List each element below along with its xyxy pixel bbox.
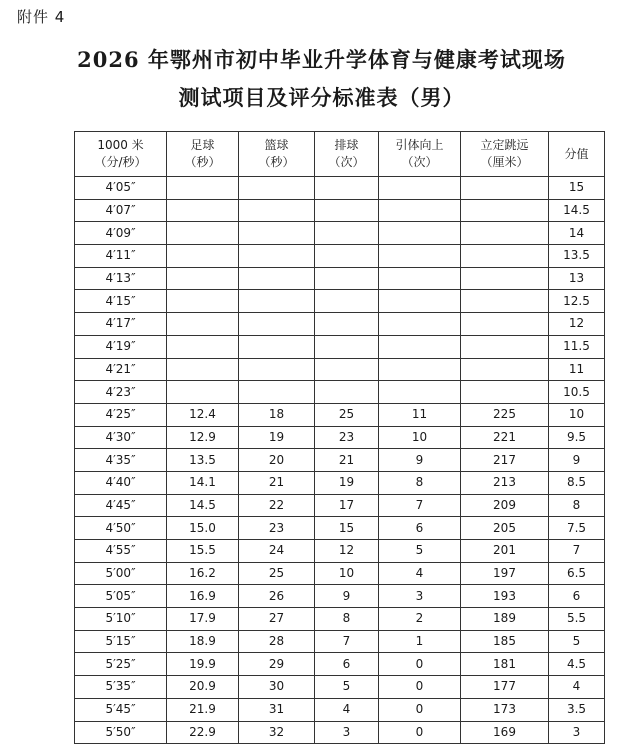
table-cell: 9 [379, 449, 461, 472]
table-cell: 10 [549, 403, 605, 426]
table-cell [379, 222, 461, 245]
table-cell: 4′05″ [75, 177, 167, 200]
column-header-score: 分值 [549, 132, 605, 177]
table-cell: 4′17″ [75, 313, 167, 336]
table-cell [461, 177, 549, 200]
table-cell: 19.9 [167, 653, 239, 676]
table-cell: 4 [315, 698, 379, 721]
column-header-pullup: 引体向上 （次） [379, 132, 461, 177]
table-cell: 15.5 [167, 540, 239, 563]
table-cell: 10.5 [549, 381, 605, 404]
table-cell [379, 177, 461, 200]
table-cell [167, 290, 239, 313]
table-cell [461, 313, 549, 336]
table-cell: 8 [379, 471, 461, 494]
table-cell: 189 [461, 608, 549, 631]
table-cell [461, 199, 549, 222]
table-cell: 169 [461, 721, 549, 744]
table-cell [239, 245, 315, 268]
table-row [75, 676, 605, 699]
table-row [75, 222, 605, 245]
table-cell: 23 [315, 426, 379, 449]
table-cell: 29 [239, 653, 315, 676]
page-title-line2: 测试项目及评分标准表（男） [178, 85, 465, 110]
table-cell: 20.9 [167, 676, 239, 699]
column-header-long-jump: 立定跳远 （厘米） [461, 132, 549, 177]
table-cell [167, 177, 239, 200]
table-cell [315, 267, 379, 290]
table-cell [239, 222, 315, 245]
table-row [75, 494, 605, 517]
table-cell: 17 [315, 494, 379, 517]
table-cell: 11 [549, 358, 605, 381]
table-cell [461, 358, 549, 381]
table-cell: 5′50″ [75, 721, 167, 744]
table-cell: 5 [549, 630, 605, 653]
table-cell: 15.0 [167, 517, 239, 540]
table-cell [315, 313, 379, 336]
table-cell: 10 [315, 562, 379, 585]
table-cell [379, 267, 461, 290]
table-cell: 31 [239, 698, 315, 721]
table-cell: 4′15″ [75, 290, 167, 313]
table-row [75, 290, 605, 313]
table-cell: 5′15″ [75, 630, 167, 653]
table-cell: 4′11″ [75, 245, 167, 268]
table-row [75, 358, 605, 381]
table-cell [239, 290, 315, 313]
column-header-basketball: 篮球 （秒） [239, 132, 315, 177]
table-cell: 21 [315, 449, 379, 472]
table-cell: 12 [315, 540, 379, 563]
table-cell: 15 [549, 177, 605, 200]
table-cell [379, 358, 461, 381]
table-cell: 4′50″ [75, 517, 167, 540]
table-cell: 4′30″ [75, 426, 167, 449]
table-row [75, 267, 605, 290]
table-cell: 4′09″ [75, 222, 167, 245]
table-cell: 22 [239, 494, 315, 517]
table-cell: 4′13″ [75, 267, 167, 290]
table-cell: 4′19″ [75, 335, 167, 358]
column-header-football: 足球 （秒） [167, 132, 239, 177]
table-cell [167, 222, 239, 245]
table-cell: 185 [461, 630, 549, 653]
table-cell: 21 [239, 471, 315, 494]
table-cell [239, 199, 315, 222]
table-row [75, 245, 605, 268]
table-cell: 201 [461, 540, 549, 563]
table-cell: 3 [379, 585, 461, 608]
table-cell: 11.5 [549, 335, 605, 358]
table-cell: 0 [379, 676, 461, 699]
table-cell: 6 [379, 517, 461, 540]
table-cell: 3 [549, 721, 605, 744]
table-cell [167, 199, 239, 222]
table-cell [239, 313, 315, 336]
table-cell [239, 177, 315, 200]
table-cell: 0 [379, 653, 461, 676]
table-cell [461, 335, 549, 358]
table-cell: 7.5 [549, 517, 605, 540]
table-cell [379, 381, 461, 404]
table-cell: 0 [379, 698, 461, 721]
table-cell [239, 267, 315, 290]
table-cell [379, 245, 461, 268]
table-cell [167, 358, 239, 381]
table-cell: 11 [379, 403, 461, 426]
table-cell [239, 381, 315, 404]
table-row [75, 698, 605, 721]
table-cell [379, 199, 461, 222]
table-cell [239, 358, 315, 381]
table-cell: 18.9 [167, 630, 239, 653]
table-cell: 5 [379, 540, 461, 563]
table-cell [239, 335, 315, 358]
table-cell [315, 177, 379, 200]
table-cell: 4′45″ [75, 494, 167, 517]
table-cell: 205 [461, 517, 549, 540]
table-row [75, 426, 605, 449]
table-cell: 221 [461, 426, 549, 449]
table-cell: 15 [315, 517, 379, 540]
table-row [75, 403, 605, 426]
table-cell: 25 [315, 403, 379, 426]
table-cell: 5.5 [549, 608, 605, 631]
table-cell: 9 [549, 449, 605, 472]
table-cell: 14.5 [549, 199, 605, 222]
table-cell: 7 [549, 540, 605, 563]
table-cell [315, 358, 379, 381]
table-cell: 26 [239, 585, 315, 608]
table-cell: 13 [549, 267, 605, 290]
table-cell [167, 267, 239, 290]
table-cell: 18 [239, 403, 315, 426]
table-cell: 209 [461, 494, 549, 517]
table-row [75, 562, 605, 585]
table-cell [315, 199, 379, 222]
table-cell: 173 [461, 698, 549, 721]
table-cell: 4′23″ [75, 381, 167, 404]
table-cell: 32 [239, 721, 315, 744]
column-header-1000m: 1000 米 （分/秒） [75, 132, 167, 177]
table-cell: 4′21″ [75, 358, 167, 381]
table-body [75, 177, 605, 744]
table-cell [315, 335, 379, 358]
table-cell: 7 [315, 630, 379, 653]
table-cell: 197 [461, 562, 549, 585]
table-cell: 12.4 [167, 403, 239, 426]
table-cell [315, 222, 379, 245]
table-cell: 22.9 [167, 721, 239, 744]
table-cell: 14.5 [167, 494, 239, 517]
table-cell: 19 [315, 471, 379, 494]
table-cell: 12.5 [549, 290, 605, 313]
table-row [75, 471, 605, 494]
table-cell: 217 [461, 449, 549, 472]
table-cell [315, 381, 379, 404]
table-cell: 17.9 [167, 608, 239, 631]
table-row [75, 585, 605, 608]
table-cell: 8 [315, 608, 379, 631]
table-row [75, 381, 605, 404]
table-cell: 16.2 [167, 562, 239, 585]
table-row [75, 721, 605, 744]
table-cell: 8 [549, 494, 605, 517]
table-cell [461, 290, 549, 313]
table-cell: 4′55″ [75, 540, 167, 563]
table-cell: 6.5 [549, 562, 605, 585]
table-cell: 24 [239, 540, 315, 563]
table-cell [167, 313, 239, 336]
table-cell: 6 [549, 585, 605, 608]
table-cell: 20 [239, 449, 315, 472]
table-cell [167, 335, 239, 358]
table-cell [167, 245, 239, 268]
table-cell: 9 [315, 585, 379, 608]
table-cell: 28 [239, 630, 315, 653]
table-cell [315, 245, 379, 268]
table-cell: 5′35″ [75, 676, 167, 699]
table-cell: 19 [239, 426, 315, 449]
table-cell: 13.5 [167, 449, 239, 472]
table-cell: 6 [315, 653, 379, 676]
table-cell: 14 [549, 222, 605, 245]
page-title-line1: 2026 年鄂州市初中毕业升学体育与健康考试现场 [77, 47, 566, 72]
table-cell: 1 [379, 630, 461, 653]
column-header-volleyball: 排球 （次） [315, 132, 379, 177]
table-cell: 4′35″ [75, 449, 167, 472]
table-row [75, 177, 605, 200]
table-row [75, 313, 605, 336]
table-cell: 16.9 [167, 585, 239, 608]
table-cell: 14.1 [167, 471, 239, 494]
table-cell: 4′07″ [75, 199, 167, 222]
table-row [75, 449, 605, 472]
table-cell: 225 [461, 403, 549, 426]
table-row [75, 517, 605, 540]
table-cell: 0 [379, 721, 461, 744]
table-cell: 193 [461, 585, 549, 608]
table-cell [315, 290, 379, 313]
table-cell [461, 267, 549, 290]
table-cell: 3 [315, 721, 379, 744]
table-cell: 9.5 [549, 426, 605, 449]
table-cell: 7 [379, 494, 461, 517]
table-row [75, 608, 605, 631]
table-cell: 12 [549, 313, 605, 336]
table-cell: 23 [239, 517, 315, 540]
table-row [75, 335, 605, 358]
table-cell: 10 [379, 426, 461, 449]
table-cell: 5 [315, 676, 379, 699]
table-cell [167, 381, 239, 404]
table-cell: 4′40″ [75, 471, 167, 494]
table-cell [379, 313, 461, 336]
table-row [75, 630, 605, 653]
table-cell [461, 381, 549, 404]
table-cell [379, 335, 461, 358]
table-cell: 30 [239, 676, 315, 699]
table-cell: 13.5 [549, 245, 605, 268]
table-cell: 12.9 [167, 426, 239, 449]
table-cell: 5′00″ [75, 562, 167, 585]
table-cell [461, 222, 549, 245]
table-cell: 4 [379, 562, 461, 585]
table-cell: 5′25″ [75, 653, 167, 676]
table-cell: 21.9 [167, 698, 239, 721]
scoring-table [74, 131, 605, 744]
table-cell: 4 [549, 676, 605, 699]
table-cell: 4.5 [549, 653, 605, 676]
table-cell [461, 245, 549, 268]
table-cell: 8.5 [549, 471, 605, 494]
table-cell [379, 290, 461, 313]
table-cell: 4′25″ [75, 403, 167, 426]
table-cell: 5′45″ [75, 698, 167, 721]
table-cell: 5′10″ [75, 608, 167, 631]
table-cell: 177 [461, 676, 549, 699]
attachment-label: 附件 4 [17, 8, 66, 26]
table-cell: 27 [239, 608, 315, 631]
table-cell: 2 [379, 608, 461, 631]
table-cell: 3.5 [549, 698, 605, 721]
table-row [75, 540, 605, 563]
table-cell: 25 [239, 562, 315, 585]
table-header-row [75, 132, 605, 177]
table-cell: 5′05″ [75, 585, 167, 608]
table-row [75, 199, 605, 222]
table-row [75, 653, 605, 676]
table-cell: 213 [461, 471, 549, 494]
table-cell: 181 [461, 653, 549, 676]
